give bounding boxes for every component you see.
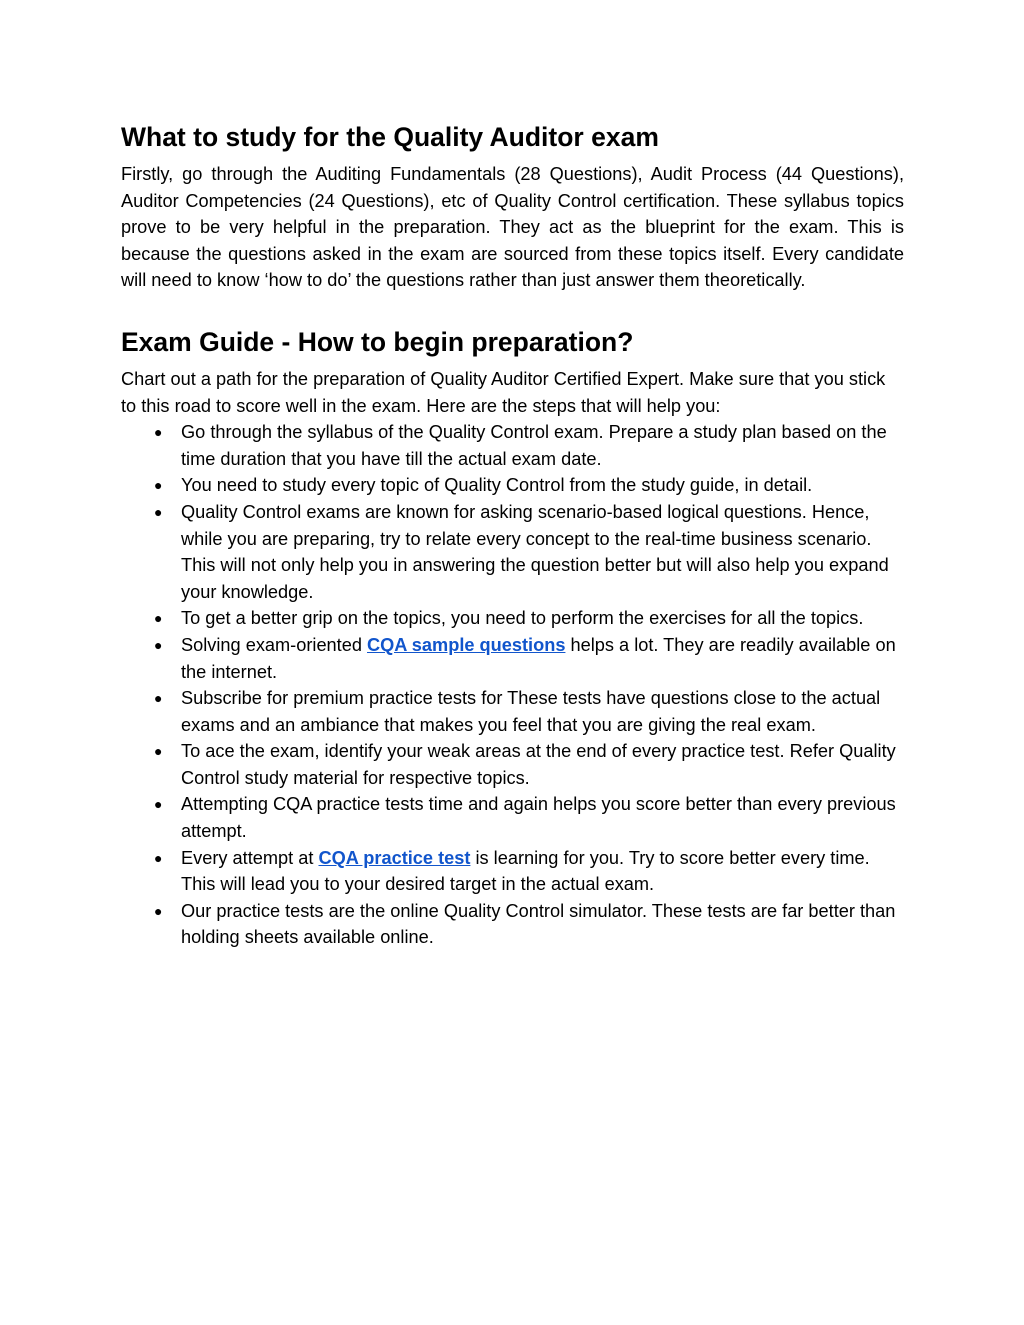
list-item-text: Our practice tests are the online Quality Control simulator. These tests are far better than holding sheets available online. [181, 900, 896, 948]
section-heading-exam-guide: Exam Guide - How to begin preparation? [121, 326, 634, 357]
list-item-text: Quality Control exams are known for asking scenario-based logical questions. Hence, while you are preparing, try to relate every concept to the real-time business scenario. This will not only help you in answering the question better but will also help you expand your knowledge. [181, 501, 889, 602]
list-item [121, 605, 904, 632]
section-heading-what-to-study: What to study for the Quality Auditor exam [121, 122, 659, 152]
list-item [121, 419, 904, 472]
bullet-icon: ● [154, 503, 163, 520]
bullet-icon: ● [154, 477, 163, 494]
list-item-text: To get a better grip on the topics, you need to perform the exercises for all the topics. [181, 608, 864, 629]
cqa-practice-test-link[interactable]: CQA practice test [318, 847, 471, 868]
bullet-icon: ● [154, 849, 163, 866]
study-paragraph: Firstly, go through the Auditing Fundamentals (28 Questions), Audit Process (44 Questions), Auditor Competencies (24 Questions), etc of Quality Control certification. These syllabus topics prove to be very helpful in the preparation. They act as the blueprint for the exam. This is because the questions asked in the exam are sourced from these topics itself. Every candidate will need to know ‘how to do’ the questions rather than just answer them theoretically. [121, 164, 904, 291]
list-item-text: Subscribe for premium practice tests for These tests have questions close to the actual exams and an ambiance that makes you feel that you are giving the real exam. [181, 688, 881, 735]
list-item-text-after: is learning for you. Try to score better every time. This will lead you to your desired target in the actual exam. [181, 847, 870, 895]
list-item-text-after: helps a lot. They are readily available on the internet. [181, 634, 896, 682]
list-item [121, 845, 904, 898]
list-item [121, 472, 904, 499]
list-item [121, 632, 904, 685]
list-item [121, 898, 904, 951]
list-item [121, 685, 904, 738]
cqa-sample-questions-link[interactable]: CQA sample questions [367, 634, 566, 655]
bullet-icon: ● [154, 902, 163, 919]
exam-guide-intro: Chart out a path for the preparation of Quality Auditor Certified Expert. Make sure that you stick to this road to score well in the exam. Here are the steps that will help you: [121, 368, 886, 416]
bullet-icon: ● [154, 610, 163, 627]
list-item [121, 791, 904, 844]
preparation-steps-list [121, 419, 904, 951]
document-page [121, 118, 904, 951]
list-item-text-before: Every attempt at [181, 847, 319, 868]
bullet-icon: ● [154, 424, 163, 441]
bullet-icon: ● [154, 636, 163, 653]
list-item-text: You need to study every topic of Quality Control from the study guide, in detail. [181, 475, 813, 496]
bullet-icon: ● [154, 690, 163, 707]
bullet-icon: ● [154, 796, 163, 813]
list-item-text: To ace the exam, identify your weak areas at the end of every practice test. Refer Quality Control study material for respective topics. [181, 741, 896, 788]
list-item-text-before: Solving exam-oriented [181, 634, 368, 655]
bullet-icon: ● [154, 743, 163, 760]
list-item-text: Attempting CQA practice tests time and again helps you score better than every previous attempt. [181, 794, 896, 842]
list-item [121, 499, 904, 605]
list-item-text: Go through the syllabus of the Quality Control exam. Prepare a study plan based on the time duration that you have till the actual exam date. [181, 422, 887, 469]
list-item [121, 738, 904, 791]
